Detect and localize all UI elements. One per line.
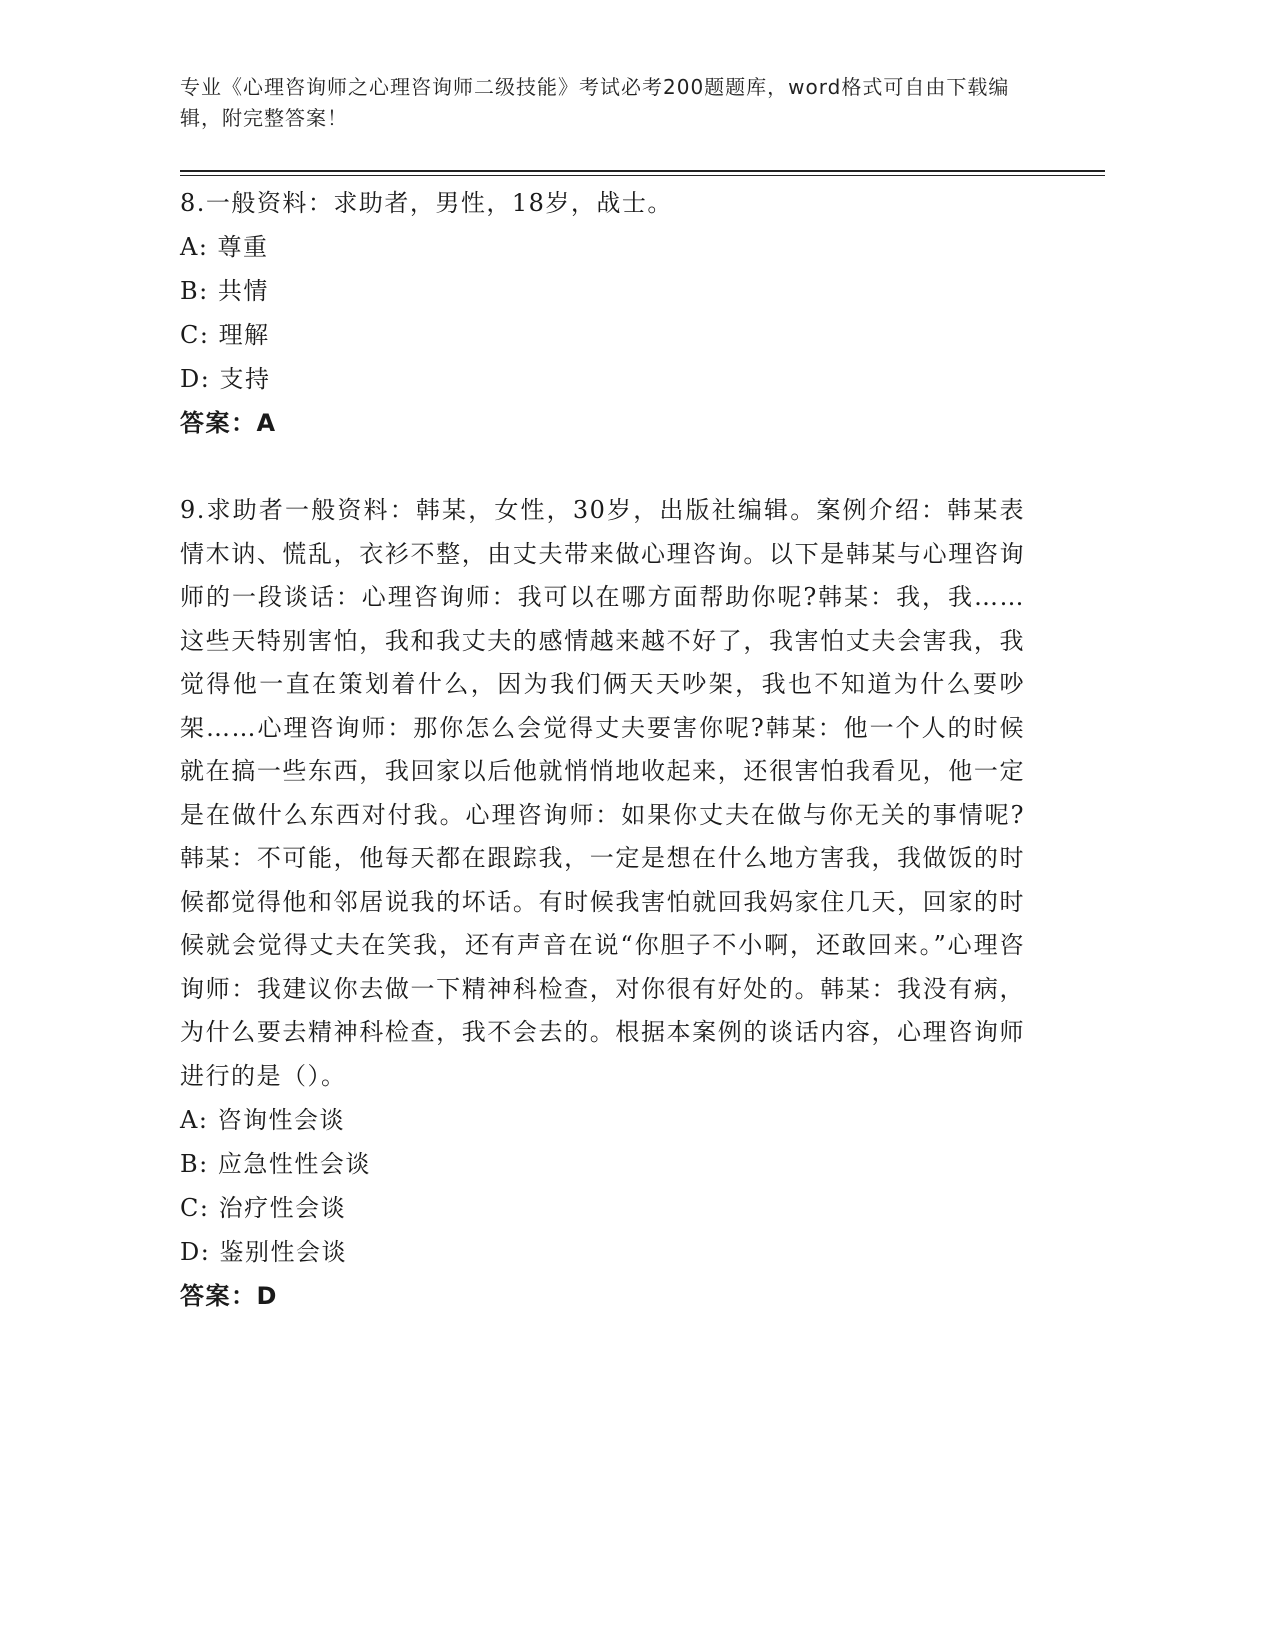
question-block xyxy=(180,181,1025,445)
question-stem: 8.一般资料：求助者，男性，18岁，战士。 xyxy=(180,189,673,217)
option-b: B: 应急性性会谈 xyxy=(180,1150,371,1178)
option-a: A: 咨询性会谈 xyxy=(180,1106,346,1134)
option-d: D: 支持 xyxy=(180,365,271,393)
page-header-text: 专业《心理咨询师之心理咨询师二级技能》考试必考200题题库，word格式可自由下载编辑，附完整答案！ xyxy=(180,75,1010,130)
header-divider-thin xyxy=(180,175,1105,176)
option-c: C: 治疗性会谈 xyxy=(180,1194,347,1222)
header-divider-thick xyxy=(180,170,1105,172)
option-d: D: 鉴别性会谈 xyxy=(180,1238,347,1266)
option-c: C: 理解 xyxy=(180,321,270,349)
question-block xyxy=(180,489,1025,1318)
option-a: A: 尊重 xyxy=(180,233,269,261)
answer-label: 答案：A xyxy=(180,409,277,437)
answer-label: 答案：D xyxy=(180,1282,278,1310)
question-list xyxy=(180,181,1025,1318)
option-b: B: 共情 xyxy=(180,277,269,305)
question-stem: 9.求助者一般资料：韩某，女性，30岁，出版社编辑。案例介绍：韩某表情木讷、慌乱，衣衫不整，由丈夫带来做心理咨询。以下是韩某与心理咨询师的一段谈话：心理咨询师：我可以在哪方面帮助你呢?韩某：我，我……这些天特别害怕，我和我丈夫的感情越来越不好了，我害怕丈夫会害我，我觉得他一直在策划着什么，因为我们俩天天吵架，我也不知道为什么要吵架……心理咨询师：那你怎么会觉得丈夫要害你呢?韩某：他一个人的时候就在搞一些东西，我回家以后他就悄悄地收起来，还很害怕我看见，他一定是在做什么东西对付我。心理咨询师：如果你丈夫在做与你无关的事情呢?韩某：不可能，他每天都在跟踪我，一定是想在什么地方害我，我做饭的时候都觉得他和邻居说我的坏话。有时候我害怕就回我妈家住几天，回家的时候就会觉得丈夫在笑我，还有声音在说“你胆子不小啊，还敢回来。”心理咨询师：我建议你去做一下精神科检查，对你很有好处的。韩某：我没有病，为什么要去精神科检查，我不会去的。根据本案例的谈话内容，心理咨询师进行的是（）。 xyxy=(180,496,1025,1090)
